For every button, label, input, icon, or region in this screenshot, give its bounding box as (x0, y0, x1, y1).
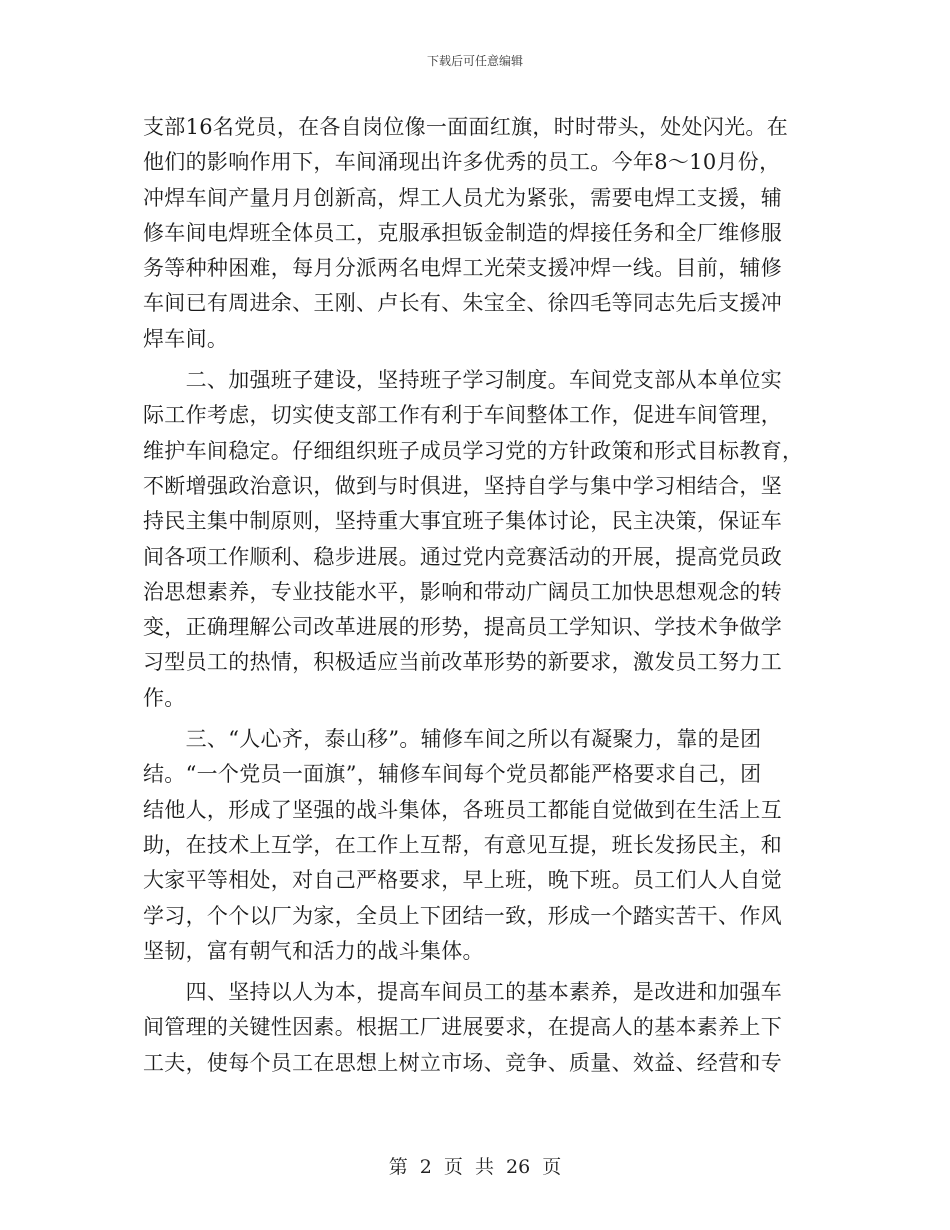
page-number-footer: 第 2 页 共 26 页 (388, 1156, 562, 1178)
text-line: 修车间电焊班全体员工，克服承担钣金制造的焊接任务和全厂维修服 (143, 220, 782, 245)
text-line: 间各项工作顺利、稳步进展。通过党内竞赛活动的开展，提高党员政 (143, 544, 782, 569)
paragraph-2 (143, 363, 811, 716)
text-line: 变，正确理解公司改革进展的形势，提高员工学知识、学技术争做学 (143, 615, 782, 640)
text-line: 冲焊车间产量月月创新高，焊工人员尤为紧张，需要电焊工支援，辅 (143, 185, 782, 210)
text-line: 持民主集中制原则，坚持重大事宜班子集体讨论，民主决策，保证车 (143, 509, 782, 534)
text-line: 车间已有周进余、王刚、卢长有、朱宝全、徐四毛等同志先后支援冲 (143, 291, 782, 316)
text-line: 大家平等相处，对自己严格要求，早上班，晚下班。员工们人人自觉 (143, 868, 782, 893)
text-line: 务等种种困难，每月分派两名电焊工光荣支援冲焊一线。目前，辅修 (143, 256, 782, 281)
text-line: 治思想素养，专业技能水平，影响和带动广阔员工加快思想观念的转 (143, 579, 782, 604)
page-header: 下载后可任意编辑 (426, 54, 523, 68)
text-line: 他们的影响作用下，车间涌现出许多优秀的员工。今年8～10月份， (143, 150, 781, 175)
text-line: 焊车间。 (143, 326, 229, 351)
text-line: 不断增强政治意识，做到与时俱进，坚持自学与集中学习相结合，坚 (143, 473, 782, 498)
paragraph-3 (143, 722, 811, 969)
text-line: 间管理的关键性因素。根据工厂进展要求，在提高人的基本素养上下 (143, 1015, 782, 1040)
text-line: 三、“人心齐，泰山移”。辅修车间之所以有凝聚力，靠的是团 (143, 727, 762, 752)
text-line: 习型员工的热情，积极适应当前改革形势的新要求，激发员工努力工 (143, 650, 782, 675)
text-line: 支部16名党员，在各自岗位像一面面红旗，时时带头，处处闪光。在 (143, 115, 789, 139)
text-line: 结。“一个党员一面旗”，辅修车间每个党员都能严格要求自己，团 (143, 762, 762, 787)
paragraph-1 (143, 110, 811, 357)
text-line: 学习，个个以厂为家，全员上下团结一致，形成一个踏实苦干、作风 (143, 903, 782, 928)
text-line: 维护车间稳定。仔细组织班子成员学习党的方针政策和形式目标教育， (143, 438, 804, 463)
text-line: 工夫，使每个员工在思想上树立市场、竞争、质量、效益、经营和专 (143, 1050, 782, 1075)
text-line: 四、坚持以人为本，提高车间员工的基本素养，是改进和加强车 (143, 980, 782, 1005)
document-body (143, 110, 811, 1081)
text-line: 助，在技术上互学，在工作上互帮，有意见互提，班长发扬民主，和 (143, 832, 782, 857)
paragraph-4 (143, 975, 811, 1081)
text-line: 结他人，形成了坚强的战斗集体，各班员工都能自觉做到在生活上互 (143, 797, 782, 822)
text-line: 作。 (143, 685, 186, 710)
text-line: 二、加强班子建设，坚持班子学习制度。车间党支部从本单位实 (143, 368, 782, 393)
text-line: 坚韧，富有朝气和活力的战斗集体。 (143, 938, 484, 963)
text-line: 际工作考虑，切实使支部工作有利于车间整体工作，促进车间管理， (143, 403, 782, 428)
